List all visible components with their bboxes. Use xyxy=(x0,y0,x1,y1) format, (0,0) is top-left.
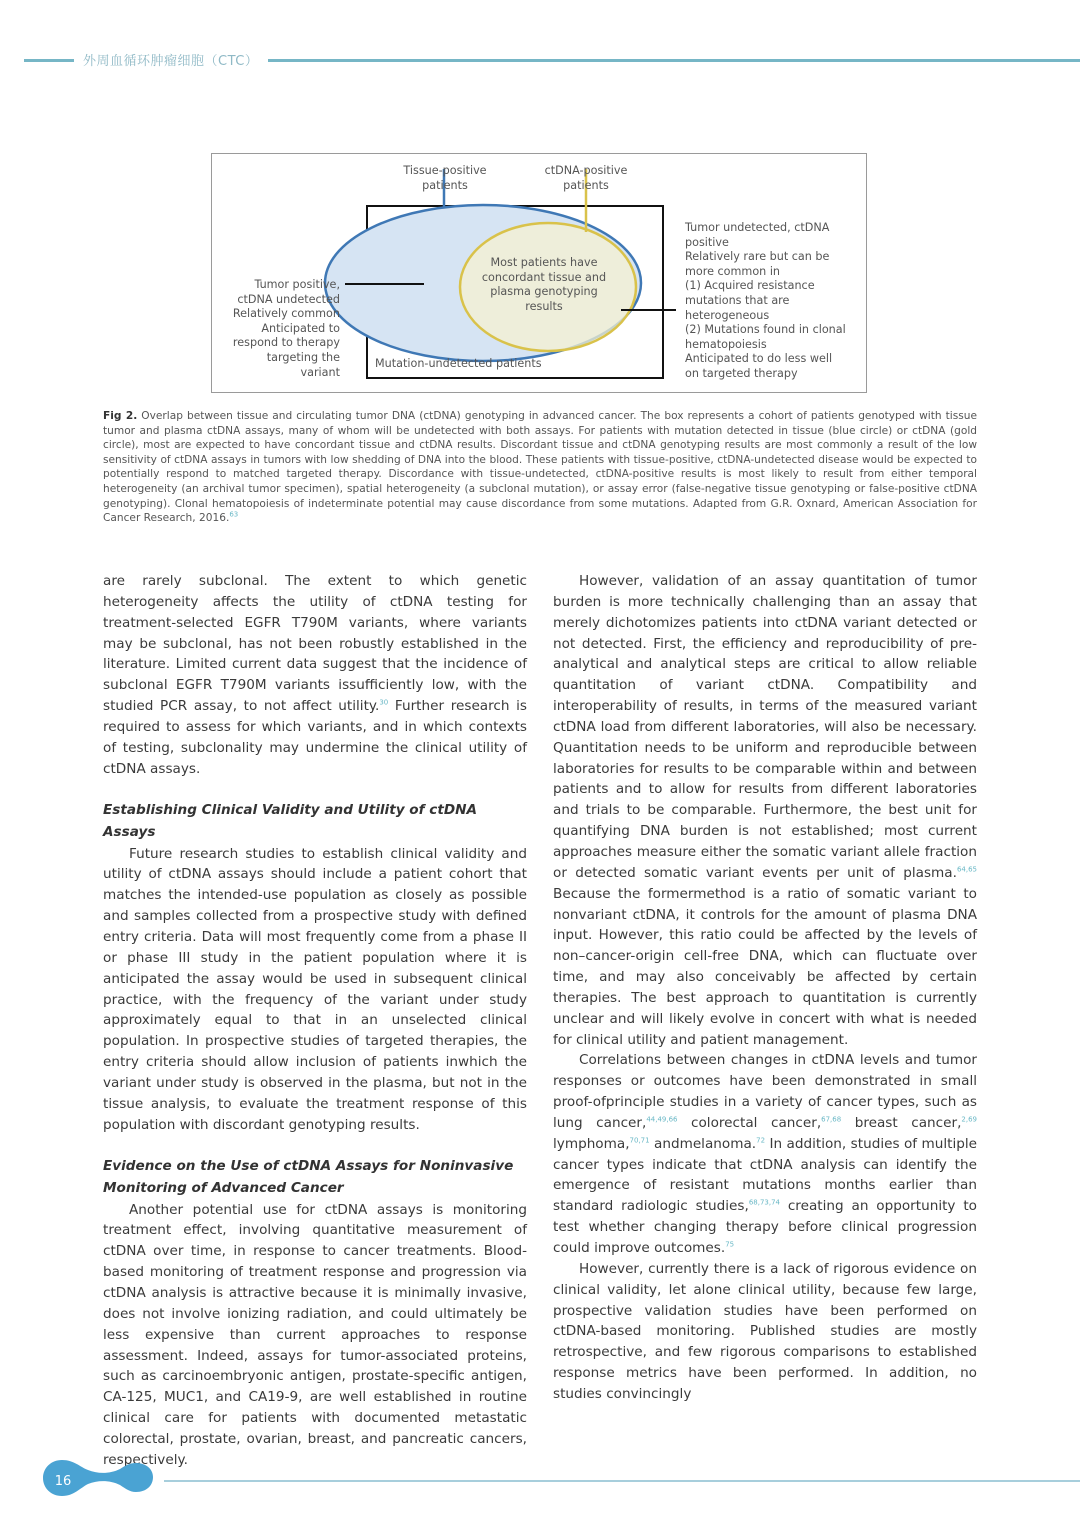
annotation-line: ctDNA undetected xyxy=(237,292,340,306)
annotation-line: positive xyxy=(685,235,729,249)
citation-ref[interactable]: 30 xyxy=(379,698,389,707)
citation-ref[interactable]: 68,73,74 xyxy=(748,1198,780,1207)
paragraph: However, currently there is a lack of rigorous evidence on clinical validity, let alone clinical utility, because few large, prospective validation studies have been performed on ctDNA-based monitoring. Published studies are mostly retrospective, and few rigorous comparisons to established response metrics have been performed. In addition, no studies convincingly xyxy=(553,1260,977,1402)
paragraph-text: Because the formermethod is a ratio of somatic variant to nonvariant ctDNA, it controls for the amount of plasma DNA input. However, this ratio could be affected by the levels of non–cancer-origin cell-free DNA, which can fluctuate over time, and may also conceivably be affected by certain therapies. The best approach to quantitation is currently unclear and will likely evolve in concert with what is needed for clinical utility and patient management. xyxy=(553,885,977,1048)
paragraph: Another potential use for ctDNA assays is monitoring treatment effect, involving quantitative measurement of ctDNA over time, in response to cancer treatments. Blood-based monitoring of treatment response and progression via ctDNA analysis is attractive because it is minimally invasive, does not involve ionizing radiation, and could ultimately be less expensive than current approaches to response assessment. Indeed, assays for tumor-associated proteins, such as carcinoembryonic antigen, prostate-specific antigen, CA-125, MUC1, and CA19-9, are well established in routine clinical care for patients with documented metastatic colorectal, prostate, ovarian, breast, and pancreatic cancers, respectively. xyxy=(103,1201,527,1468)
running-header-title: 外周血循环肿瘤细胞（CTC） xyxy=(83,54,259,69)
paragraph-text: breast cancer, xyxy=(841,1114,962,1131)
caption-label: Fig 2. xyxy=(103,410,138,422)
citation-ref[interactable]: 75 xyxy=(725,1240,735,1249)
annotation-line: targeting the xyxy=(266,350,340,364)
left-annotation xyxy=(222,278,340,380)
label-line: ctDNA-positive xyxy=(544,164,628,177)
paragraph-text: colorectal cancer, xyxy=(677,1114,822,1131)
header-rule-left xyxy=(24,59,74,62)
annotation-line: heterogeneous xyxy=(685,308,770,322)
annotation-line: variant xyxy=(300,365,340,379)
paragraph-text: andmelanoma. xyxy=(649,1135,757,1152)
left-column xyxy=(103,571,527,1471)
annotation-line: respond to therapy xyxy=(232,336,340,350)
citation-ref[interactable]: 2,69 xyxy=(961,1115,977,1124)
spacer xyxy=(103,779,527,800)
paragraph-text: However, validation of an assay quantitation of tumor burden is more technically challenging than an assay that merely dichotomizes patients into ctDNA variant detected or not detected. First, the efficiency and reproducibility of pre-analytical and analytical steps are critical to allow reliable quantitation of variant ctDNA. Compatibility and interoperability of results, in terms of the measured variant ctDNA load from different laboratories, will also be necessary. Quantitation needs to be uniform and reproducible between laboratories for results to be comparable within and between patients and to allow for results from different laboratories and trials to be comparable. Furthermore, the best unit for quantifying DNA burden is not established; most current approaches measure either the somatic variant allele fraction or detected somatic variant events per unit of plasma. xyxy=(553,573,977,881)
label-line: patients xyxy=(422,178,468,192)
paragraph: Future research studies to establish clinical validity and utility of ctDNA assays should include a patient cohort that matches the intended-use population as closely as possible and samples collected from a prospective study with defined entry criteria. Data will most frequently come from a phase II or phase III study in the patient population where it is anticipated the assay would be used in subsequent clinical practice, with the frequency of the variant under study approximately equal to that in an unselected clinical population. In prospective studies of targeted therapies, the entry criteria should allow inclusion of patients inwhich the variant under study is observed in the plasma, but not in the tissue analysis, to evaluate the treatment response of this population with discordant genotyping results. xyxy=(103,845,527,1133)
label-line: patients xyxy=(563,178,609,192)
annotation-line: on targeted therapy xyxy=(685,366,798,380)
citation-ref[interactable]: 72 xyxy=(756,1136,766,1145)
caption-text: Overlap between tissue and circulating tumor DNA (ctDNA) genotyping in advanced cancer. The box represents a cohort of patients genotyped with tissue tumor and plasma ctDNA assays, many of whom will be undetected with both assays. For patients with mutation detected in tissue (blue circle) or ctDNA (gold circle), most are expected to have concordant tissue and ctDNA results. Discordant tissue and ctDNA genotyping results are most commonly a result of the low sensitivity of ctDNA assays in tumors with low shedding of DNA into the blood. These patients with tissue-positive, ctDNA-undetected disease would be expected to potentially respond to matched targeted therapy. Discordance with tissue-undetected, ctDNA-positive results is most likely to result from either temporal heterogeneity (an archival tumor specimen), spatial heterogeneity (a subclonal mutation), or assay error (false-negative tissue genotyping or false-positive ctDNA genotyping). Clonal hematopoiesis of indeterminate potential may cause discordance from some mutations. Adapted from G.R. Oxnard, American Association for Cancer Research, 2016. xyxy=(103,410,977,525)
header-rule-right xyxy=(268,59,1080,62)
figure-caption xyxy=(103,409,977,526)
paragraph xyxy=(103,571,527,779)
section-heading-clinical-validity: Establishing Clinical Validity and Utility of ctDNA Assays xyxy=(103,802,478,841)
heading-line: Monitoring of Advanced Cancer xyxy=(103,1180,344,1197)
annotation-line: (1) Acquired resistance xyxy=(685,279,815,293)
paragraph xyxy=(553,1050,977,1258)
right-column xyxy=(553,571,977,1405)
annotation-line: Tumor undetected, ctDNA xyxy=(685,221,830,234)
ctdna-positive-label xyxy=(530,164,642,193)
spacer xyxy=(103,1135,527,1156)
paragraph-text: Correlations between changes in ctDNA levels and tumor responses or outcomes have been demonstrated in small proof-ofprinciple studies in a variety of cancer types, such as lung cancer, xyxy=(553,1052,977,1131)
tissue-positive-label xyxy=(390,164,500,193)
annotation-line: Relatively common xyxy=(232,307,340,321)
paragraph xyxy=(553,571,977,1050)
page-number: 16 xyxy=(54,1474,72,1489)
paragraph-text: are rarely subclonal. The extent to which genetic heterogeneity affects the utility of ctDNA testing for treatment-selected EGFR T790M variants, where variants may be subclonal, has not been robustly established in the literature. Limited current data suggest that the incidence of subclonal EGFR T790M variants issufficiently low, with the studied PCR assay, to not affect utility. xyxy=(103,573,527,715)
paragraph-text: Further research is required to assess for which variants, and in which contexts of testing, subclonality may undermine the clinical utility of ctDNA assays. xyxy=(103,698,528,777)
heading-line: Evidence on the Use of ctDNA Assays for Noninvasive xyxy=(103,1158,514,1175)
annotation-line: hematopoiesis xyxy=(685,337,767,351)
overlap-line: results xyxy=(525,299,563,313)
annotation-line: Relatively rare but can be xyxy=(685,250,830,264)
overlap-label xyxy=(474,256,614,314)
overlap-line: Most patients have xyxy=(490,256,598,269)
annotation-line: Anticipated to do less well xyxy=(685,352,833,366)
paragraph-text: creating an opportunity to test whether changing therapy before clinical progression could improve outcomes. xyxy=(553,1198,977,1256)
citation-ref[interactable]: 44,49,66 xyxy=(646,1115,678,1124)
annotation-line: mutations that are xyxy=(685,293,790,307)
footer-rule xyxy=(164,1480,1080,1482)
mutation-undetected-label: Mutation-undetected patients xyxy=(375,357,542,370)
annotation-line: (2) Mutations found in clonal xyxy=(685,323,846,337)
overlap-line: plasma genotyping xyxy=(490,285,598,299)
citation-ref[interactable]: 70,71 xyxy=(629,1136,650,1145)
annotation-line: Tumor positive, xyxy=(254,278,340,291)
paragraph-text: lymphoma, xyxy=(553,1135,630,1152)
overlap-line: concordant tissue and xyxy=(481,270,607,284)
citation-ref[interactable]: 64,65 xyxy=(956,865,977,874)
annotation-line: Anticipated to xyxy=(261,321,340,335)
paragraph-text: In addition, studies of multiple cancer types indicate that ctDNA analysis can identify the emergence of resistant mutations months earlier than standard radiologic studies, xyxy=(553,1135,978,1215)
citation-ref[interactable]: 63 xyxy=(229,510,239,519)
right-annotation xyxy=(685,221,855,382)
label-line: Tissue-positive xyxy=(403,164,487,177)
citation-ref[interactable]: 67,68 xyxy=(821,1115,842,1124)
annotation-line: more common in xyxy=(685,264,781,278)
section-heading-noninvasive-monitoring xyxy=(103,1156,527,1199)
